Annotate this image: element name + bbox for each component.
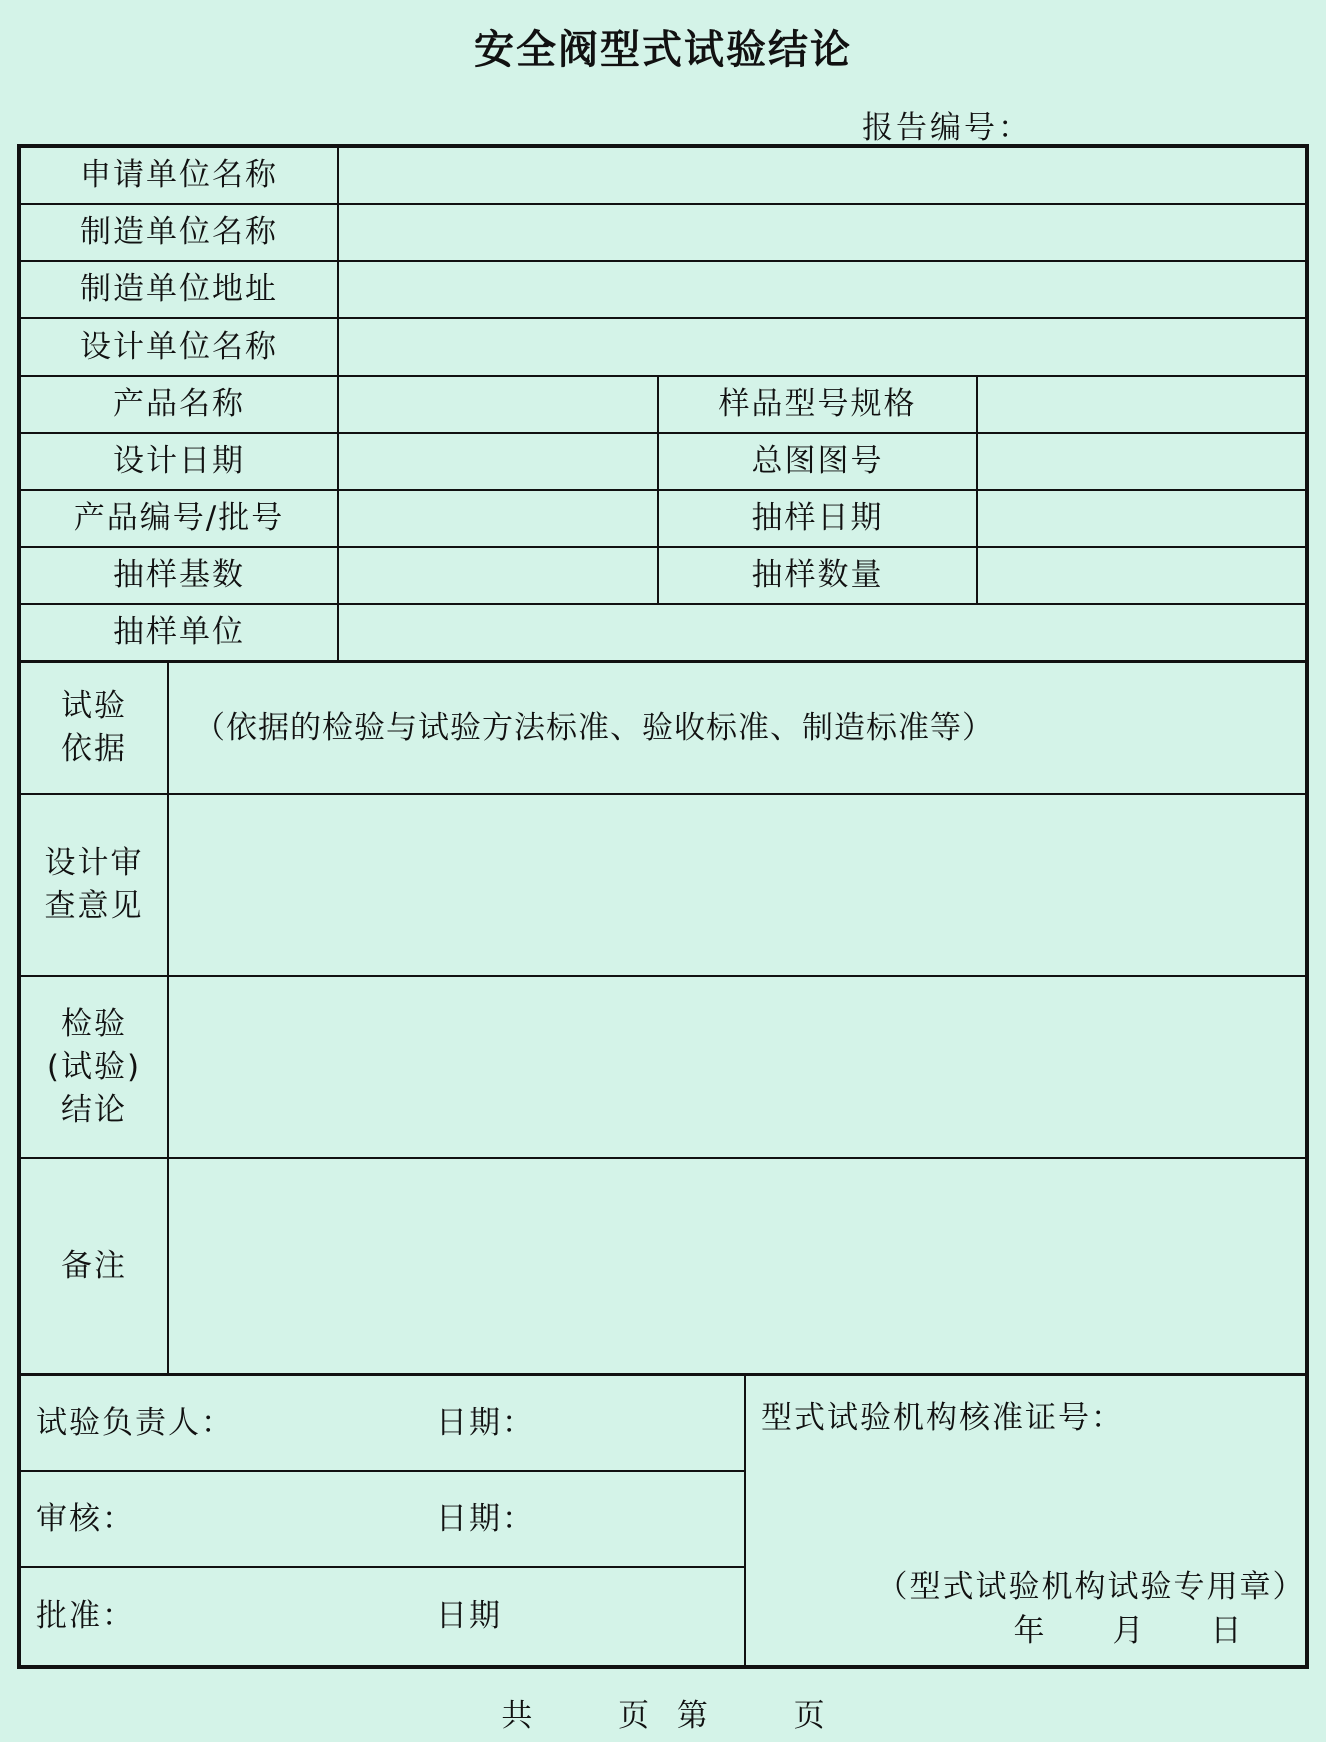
design-date-label: 设计日期 <box>113 443 245 479</box>
seal-day-label: 日 <box>1210 1612 1244 1649</box>
seal-month-label: 月 <box>1112 1612 1146 1649</box>
manufacturer-address-label: 制造单位地址 <box>80 271 278 307</box>
footer-page-end: 页 <box>793 1698 825 1734</box>
seal-year-label: 年 <box>1013 1612 1047 1649</box>
reviewer-date-label: 日期： <box>436 1500 535 1537</box>
product-name-label: 产品名称 <box>113 386 245 422</box>
footer-nth: 第 <box>676 1698 708 1734</box>
design-review-label-line1: 设计审 <box>44 845 144 881</box>
applicant-field[interactable] <box>339 148 1305 203</box>
test-conclusion-label-line2: (试验) <box>46 1048 142 1085</box>
sampling-date-label: 抽样日期 <box>751 500 884 536</box>
designer-field[interactable] <box>339 319 1305 375</box>
sampling-date-field[interactable] <box>978 491 1305 546</box>
test-basis-label-line2: 依据 <box>61 731 127 767</box>
tester-label: 试验负责人： <box>36 1404 234 1441</box>
seal-label: （型式试验机构试验专用章） <box>876 1568 1306 1605</box>
product-name-field[interactable] <box>339 377 657 432</box>
test-basis-field[interactable]: （依据的检验与试验方法标准、验收标准、制造标准等） <box>194 709 994 746</box>
tester-date-label: 日期： <box>436 1404 535 1441</box>
footer-page: 页 <box>618 1698 650 1734</box>
approver-date-label: 日期 <box>436 1598 502 1634</box>
product-number-label: 产品编号/批号 <box>73 500 285 536</box>
sampling-quantity-label: 抽样数量 <box>751 557 884 593</box>
applicant-label: 申请单位名称 <box>80 157 278 193</box>
manufacturer-field[interactable] <box>339 205 1305 260</box>
design-review-label-line2: 查意见 <box>44 888 144 924</box>
sampling-unit-field[interactable] <box>339 605 1305 660</box>
sampling-base-label: 抽样基数 <box>113 557 245 593</box>
remarks-label: 备注 <box>61 1247 127 1284</box>
certificate-number-label: 型式试验机构核准证号： <box>761 1399 1124 1436</box>
reviewer-label: 审核： <box>36 1500 135 1537</box>
manufacturer-label: 制造单位名称 <box>80 214 278 250</box>
product-number-field[interactable] <box>339 491 657 546</box>
sampling-base-field[interactable] <box>339 548 657 603</box>
test-conclusion-field[interactable] <box>169 977 1305 1157</box>
test-basis-label <box>21 663 167 793</box>
test-conclusion-label <box>21 977 167 1157</box>
approver-label: 批准： <box>36 1598 135 1634</box>
sampling-quantity-field[interactable] <box>978 548 1305 603</box>
test-conclusion-label-line1: 检验 <box>61 1005 127 1042</box>
test-conclusion-form <box>17 144 1309 1669</box>
manufacturer-address-field[interactable] <box>339 262 1305 317</box>
designer-label: 设计单位名称 <box>80 328 278 365</box>
sample-model-field[interactable] <box>978 377 1305 432</box>
design-review-field[interactable] <box>169 795 1305 975</box>
report-number-label: 报告编号： <box>862 110 1032 146</box>
test-conclusion-label-line3: 结论 <box>61 1091 127 1128</box>
footer-total: 共 <box>501 1698 533 1734</box>
remarks-field[interactable] <box>169 1159 1305 1373</box>
page-footer <box>0 1690 1326 1735</box>
design-review-label <box>21 795 167 975</box>
sampling-unit-label: 抽样单位 <box>113 614 245 650</box>
page-title: 安全阀型式试验结论 <box>474 27 852 73</box>
design-date-field[interactable] <box>339 434 657 489</box>
sample-model-label: 样品型号规格 <box>718 386 917 422</box>
test-basis-label-line1: 试验 <box>61 688 127 724</box>
drawing-number-field[interactable] <box>978 434 1305 489</box>
drawing-number-label: 总图图号 <box>751 443 884 479</box>
